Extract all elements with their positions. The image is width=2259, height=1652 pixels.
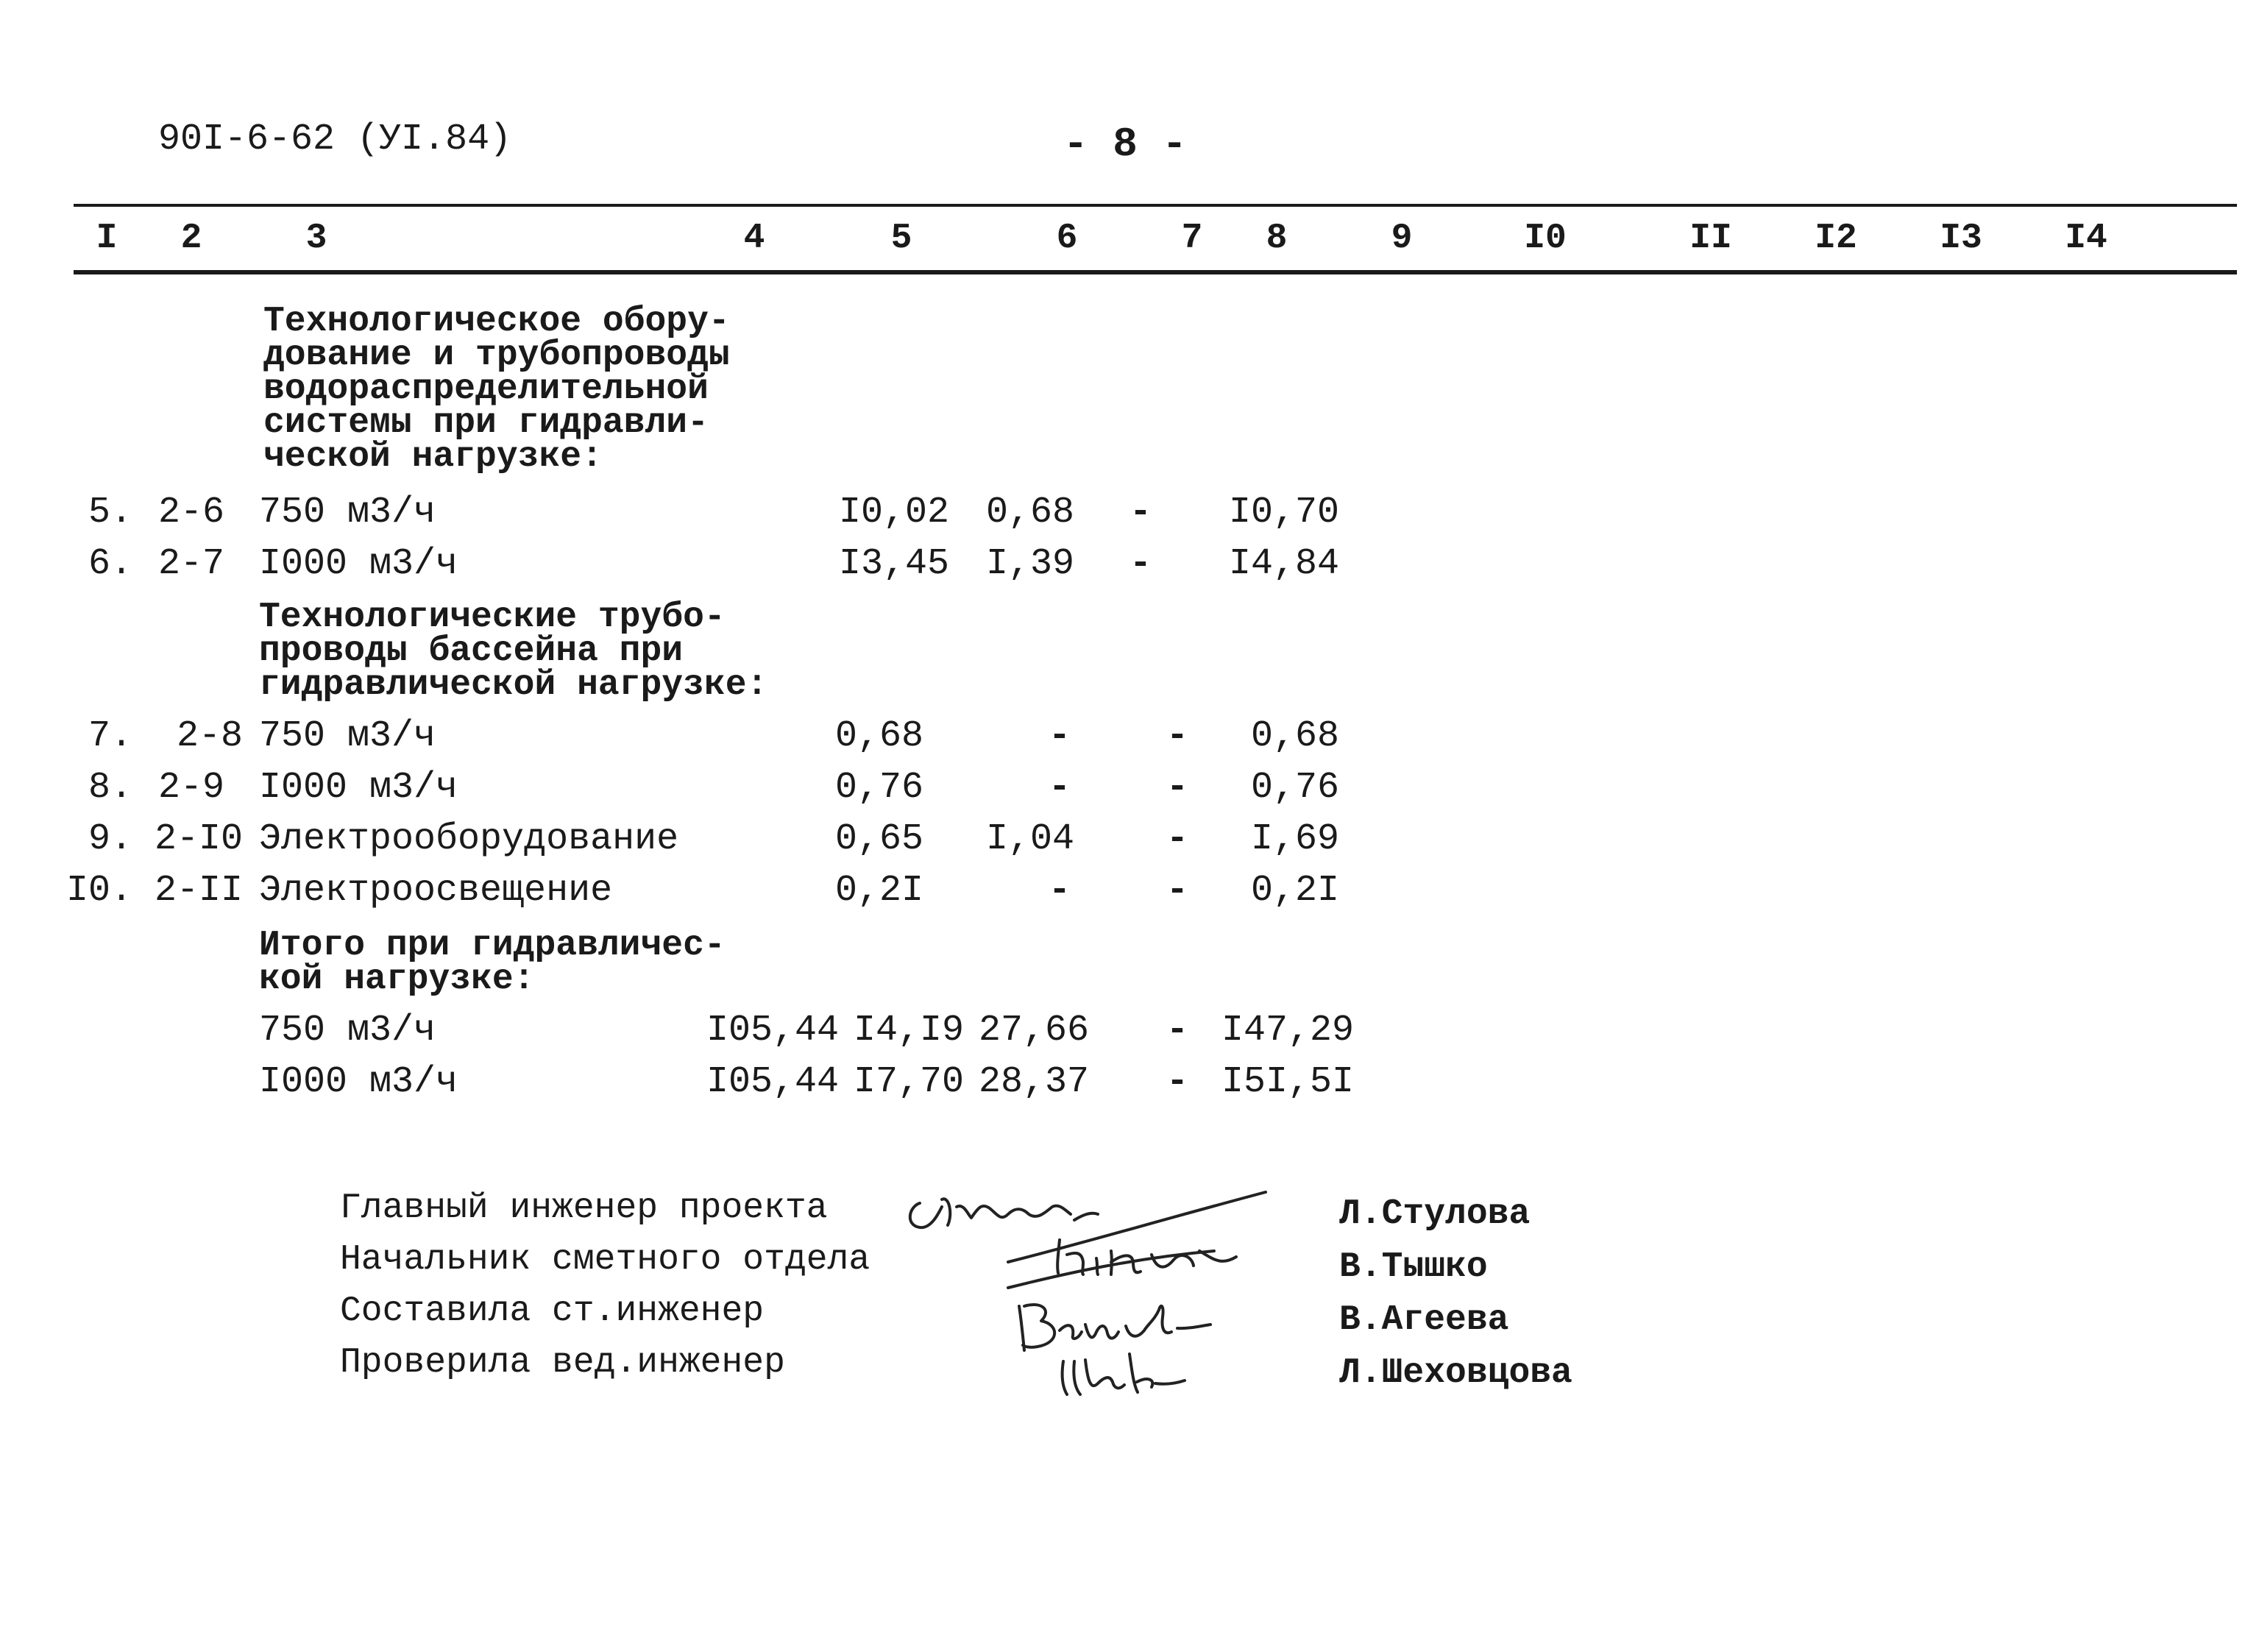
cell-col5: 0,68 <box>834 715 923 757</box>
signature-role: Составила ст.инженер <box>340 1291 765 1331</box>
cell-col7: - <box>1166 767 1189 809</box>
cell-col6: - <box>1049 715 1071 757</box>
cell-col7: - <box>1130 492 1152 533</box>
cell-col5: I7,70 <box>853 1061 964 1103</box>
column-number: 6 <box>1056 219 1078 258</box>
column-number: 3 <box>305 219 327 258</box>
column-number: 8 <box>1266 219 1288 258</box>
column-number: I3 <box>1940 219 1982 258</box>
cell-col7: - <box>1166 818 1189 860</box>
cell-col6: - <box>1049 767 1071 809</box>
page-number: - 8 - <box>1063 121 1188 168</box>
signature-role: Проверила вед.инженер <box>340 1343 785 1383</box>
row-name: 750 м3/ч <box>259 715 436 757</box>
cell-col8: I5I,5I <box>1221 1061 1354 1103</box>
row-number: 8. <box>88 767 132 809</box>
cell-col8: I47,29 <box>1221 1010 1354 1052</box>
signature-name: В.Агеева <box>1339 1300 1509 1340</box>
cell-col6: 27,66 <box>978 1010 1089 1052</box>
cell-col7: - <box>1166 715 1189 757</box>
column-number: I <box>96 219 118 258</box>
signature-name: Л.Стулова <box>1339 1194 1531 1234</box>
signature-role: Главный инженер проекта <box>340 1188 828 1228</box>
signature-role: Начальник сметного отдела <box>340 1240 870 1280</box>
cell-col5: 0,2I <box>834 870 923 912</box>
cell-col5: I0,02 <box>838 492 949 533</box>
row-number: 6. <box>88 543 132 585</box>
row-number: 5. <box>88 492 132 533</box>
cell-col7: - <box>1166 1010 1189 1052</box>
row-name: Электрооборудование <box>259 818 679 860</box>
table-top-rule <box>74 204 2237 207</box>
handwritten-signature <box>1045 1339 1221 1413</box>
signature-name: Л.Шеховцова <box>1339 1353 1572 1393</box>
column-number: 9 <box>1391 219 1413 258</box>
row-name: 750 м3/ч <box>259 492 436 533</box>
cell-col5: 0,76 <box>834 767 923 809</box>
cell-col4: I05,44 <box>706 1010 839 1052</box>
column-number: 7 <box>1181 219 1203 258</box>
cell-col8: 0,2I <box>1250 870 1339 912</box>
row-code: 2-7 <box>158 543 225 585</box>
column-number: I0 <box>1524 219 1567 258</box>
row-name: 750 м3/ч <box>259 1010 436 1052</box>
cell-col6: 28,37 <box>978 1061 1089 1103</box>
section-heading-total: Итого при гидравличес- кой нагрузке: <box>259 926 726 999</box>
table-header-rule <box>74 270 2237 274</box>
row-code: 2-8 <box>177 715 244 757</box>
cell-col6: - <box>1049 870 1071 912</box>
row-code: 2-9 <box>158 767 225 809</box>
cell-col8: I4,84 <box>1228 543 1339 585</box>
column-number: 4 <box>743 219 765 258</box>
cell-col6: 0,68 <box>985 492 1074 533</box>
cell-col8: I0,70 <box>1228 492 1339 533</box>
row-number: I0. <box>65 870 132 912</box>
cell-col5: 0,65 <box>834 818 923 860</box>
row-code: 2-II <box>155 870 244 912</box>
row-code: 2-6 <box>158 492 225 533</box>
signature-name: В.Тышко <box>1339 1247 1488 1287</box>
document-code: 90I-6-62 (УI.84) <box>158 118 512 160</box>
row-number: 9. <box>88 818 132 860</box>
row-name: I000 м3/ч <box>259 767 458 809</box>
cell-col4: I05,44 <box>706 1061 839 1103</box>
cell-col7: - <box>1130 543 1152 585</box>
cell-col7: - <box>1166 1061 1189 1103</box>
column-number: 5 <box>890 219 912 258</box>
column-number: 2 <box>180 219 202 258</box>
section-heading-pipelines: Технологические трубо- проводы бассейна при гидравлической нагрузке: <box>259 598 768 705</box>
cell-col5: I3,45 <box>838 543 949 585</box>
cell-col8: I,69 <box>1250 818 1339 860</box>
cell-col8: 0,68 <box>1250 715 1339 757</box>
section-heading-equipment: Технологическое обору- дование и трубопроводы водораспределительной системы при гидравли- ческой нагрузке: <box>263 302 730 477</box>
cell-col7: - <box>1166 870 1189 912</box>
row-name: I000 м3/ч <box>259 543 458 585</box>
column-number: I2 <box>1815 219 1857 258</box>
row-name: I000 м3/ч <box>259 1061 458 1103</box>
column-number: I4 <box>2065 219 2107 258</box>
cell-col6: I,04 <box>985 818 1074 860</box>
cell-col8: 0,76 <box>1250 767 1339 809</box>
column-number: II <box>1689 219 1732 258</box>
row-code: 2-I0 <box>155 818 244 860</box>
row-name: Электроосвещение <box>259 870 613 912</box>
row-number: 7. <box>88 715 132 757</box>
cell-col5: I4,I9 <box>853 1010 964 1052</box>
cell-col6: I,39 <box>985 543 1074 585</box>
